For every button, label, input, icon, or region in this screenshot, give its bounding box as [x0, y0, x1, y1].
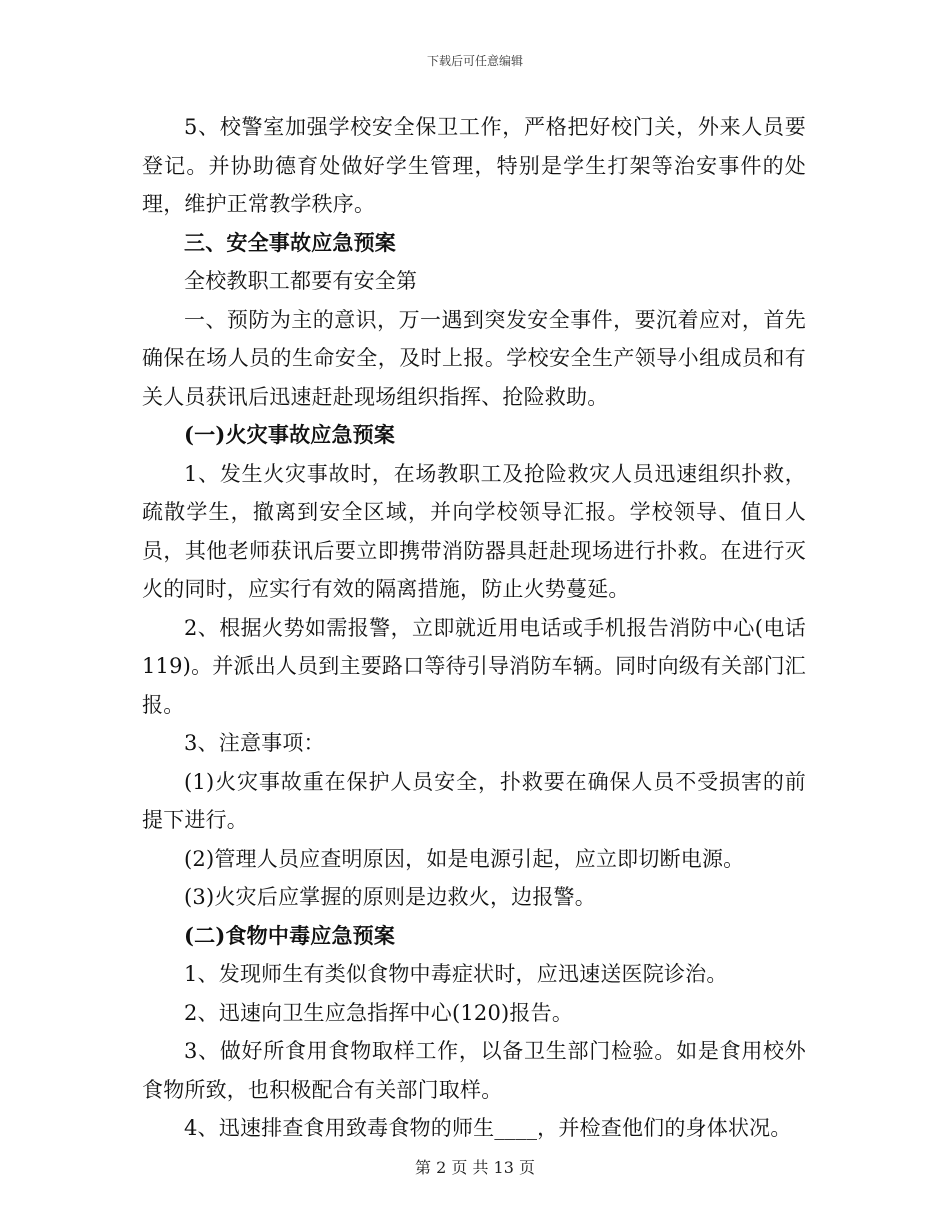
page-header-note: 下载后可任意编辑 [426, 54, 523, 68]
page-number: 第 2 页 共 13 页 [415, 1158, 535, 1177]
paragraph: 5、校警室加强学校安全保卫工作，严格把好校门关，外来人员要登记。并协助德育处做好学生管理，特别是学生打架等治安事件的处理，维护正常教学秩序。 [142, 115, 806, 216]
paragraph: 1、发现师生有类似食物中毒症状时，应迅速送医院诊治。 [184, 962, 728, 986]
paragraph: 3、注意事项： [184, 731, 325, 755]
paragraph: 2、根据火势如需报警，立即就近用电话或手机报告消防中心(电话119)。并派出人员到主要路口等待引导消防车辆。同时向级有关部门汇报。 [142, 615, 806, 717]
list-item: (1)火灾事故重在保护人员安全，扑救要在确保人员不受损害的前提下进行。 [142, 769, 806, 832]
list-item: (3)火灾后应掌握的原则是边救火，边报警。 [184, 885, 596, 909]
subsection-heading: (二)食物中毒应急预案 [184, 922, 396, 948]
list-item: (2)管理人员应查明原因，如是电源引起，应立即切断电源。 [184, 846, 745, 871]
paragraph: 4、迅速排查食用致毒食物的师生____，并检查他们的身体状况。 [184, 1116, 792, 1140]
subsection-heading: (一)火灾事故应急预案 [184, 422, 396, 447]
paragraph: 1、发生火灾事故时，在场教职工及抢险救灾人员迅速组织扑救，疏散学生，撤离到安全区域，并向学校领导汇报。学校领导、值日人员，其他老师获讯后要立即携带消防器具赶赴现场进行扑救。在进行灭火的同时，应实行有效的隔离措施，防止火势蔓延。 [142, 461, 806, 601]
paragraph: 2、迅速向卫生应急指挥中心(120)报告。 [184, 1000, 574, 1025]
section-heading: 三、安全事故应急预案 [184, 229, 396, 255]
paragraph: 一、预防为主的意识，万一遇到突发安全事件，要沉着应对，首先确保在场人员的生命安全，及时上报。学校安全生产领导小组成员和有关人员获讯后迅速赶赴现场组织指挥、抢险救助。 [142, 307, 806, 409]
paragraph: 3、做好所食用食物取样工作，以备卫生部门检验。如是食用校外食物所致，也积极配合有关部门取样。 [142, 1039, 806, 1102]
document-body [142, 108, 806, 1148]
paragraph: 全校教职工都要有安全第 [184, 269, 418, 293]
